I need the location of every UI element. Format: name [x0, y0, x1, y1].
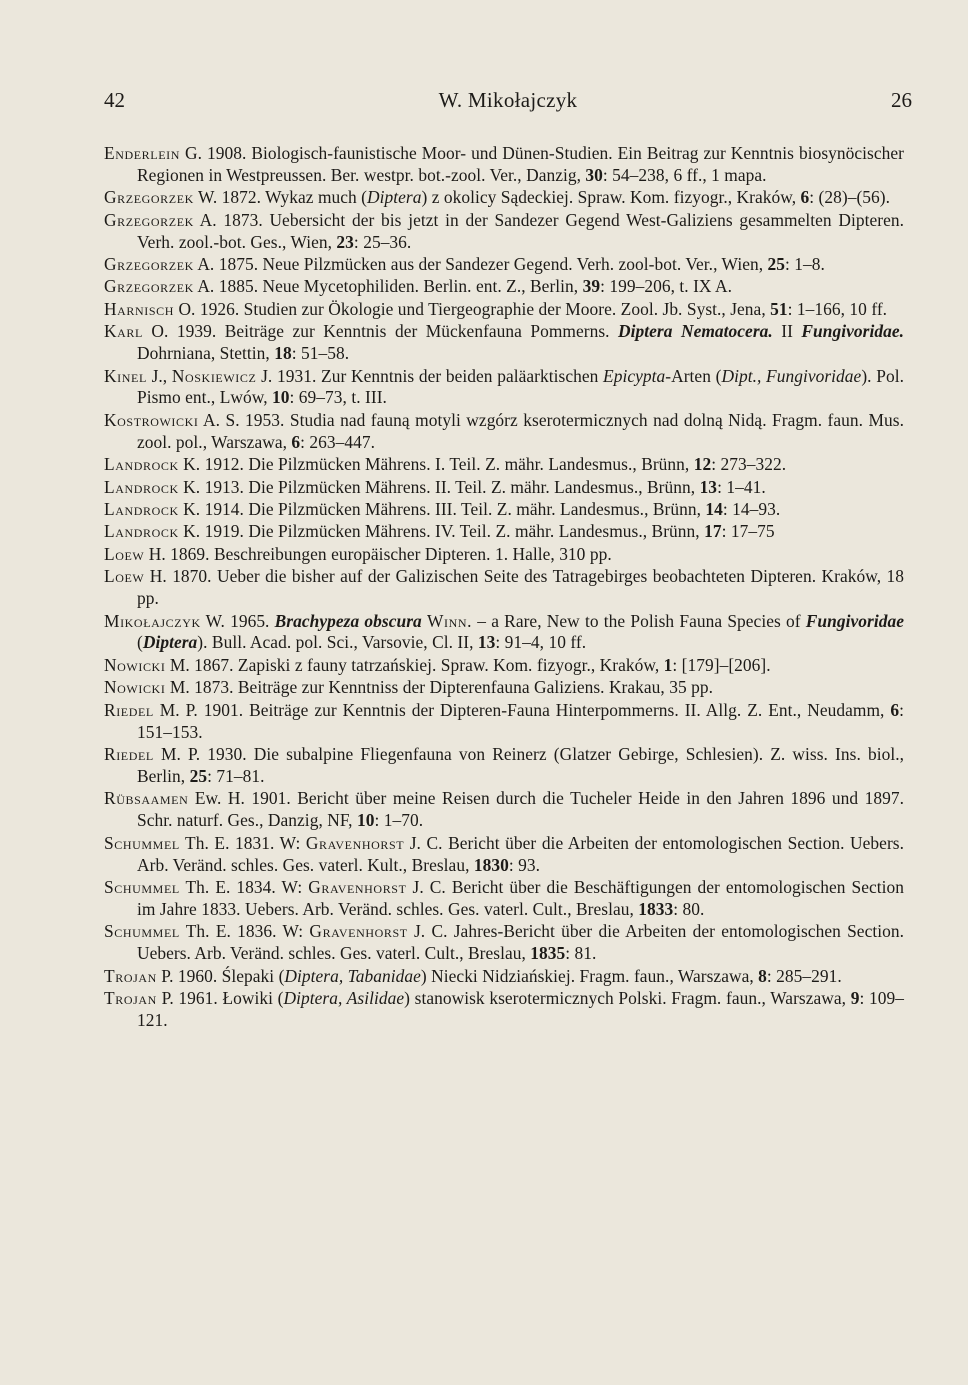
- reference-text-segment: Schummel: [104, 921, 180, 942]
- reference-text-segment: : 14–93.: [722, 499, 781, 519]
- reference-text-segment: : 1–166, 10 ff.: [787, 298, 888, 319]
- reference-text-segment: Diptera, Tabanidae: [284, 965, 421, 986]
- reference-entry: [104, 566, 904, 610]
- reference-text-segment: Fungivoridae: [805, 610, 904, 631]
- reference-text-segment: : 1–8.: [785, 254, 825, 275]
- reference-text-segment: Schummel: [104, 876, 180, 897]
- reference-list: [104, 143, 904, 1032]
- reference-text-segment: ) stanowisk kserotermicznych Polski. Fragm. faun., Warszawa,: [404, 987, 851, 1008]
- reference-text-segment: K. 1912. Die Pilzmücken Mährens. I. Teil. Z. mähr. Landesmus., Brünn,: [178, 454, 694, 475]
- reference-text-segment: Harnisch: [104, 298, 175, 319]
- reference-text-segment: : 71–81.: [207, 765, 265, 786]
- reference-text-segment: Mikołajczyk: [104, 610, 201, 631]
- reference-text-segment: Kostrowicki: [104, 409, 199, 430]
- reference-text-segment: Fungivoridae.: [801, 321, 904, 342]
- reference-text-segment: : 1–70.: [374, 810, 424, 831]
- reference-entry: [104, 366, 904, 410]
- reference-text-segment: Epicypta: [603, 365, 666, 386]
- reference-text-segment: 1833: [638, 898, 674, 919]
- reference-text-segment: Noskiewicz: [171, 365, 257, 386]
- reference-text-segment: Ew. H. 1901. Bericht über meine Reisen durch die Tucheler Heide in den Jahren 1896 und 1897. Schr. naturf. Ges., Danzig, NF,: [137, 788, 904, 831]
- reference-text-segment: : 263–447.: [300, 431, 376, 452]
- reference-text-segment: Schummel: [104, 832, 180, 853]
- reference-text-segment: 8: [758, 965, 767, 986]
- reference-text-segment: : 80.: [673, 898, 705, 919]
- reference-text-segment: Diptera, Asilidae: [283, 987, 405, 1008]
- reference-entry: [104, 655, 904, 677]
- reference-text-segment: II: [772, 321, 802, 342]
- reference-text-segment: A. 1885. Neue Mycetophiliden. Berlin. ent. Z., Berlin,: [193, 276, 583, 297]
- reference-text-segment: Grzegorzek: [104, 187, 194, 208]
- reference-text-segment: J. 1931. Zur Kenntnis der beiden paläarktischen: [256, 365, 604, 386]
- reference-entry: [104, 921, 904, 965]
- reference-text-segment: Dohrniana, Stettin,: [137, 343, 275, 364]
- reference-text-segment: Winn.: [426, 610, 473, 631]
- reference-text-segment: K. 1914. Die Pilzmücken Mährens. III. Teil. Z. mähr. Landesmus., Brünn,: [178, 499, 706, 519]
- reference-entry: [104, 966, 904, 988]
- reference-text-segment: Enderlein: [104, 143, 181, 163]
- reference-text-segment: : 17–75: [721, 521, 775, 542]
- reference-text-segment: ) z okolicy Sądeckiej. Spraw. Kom. fizyogr., Kraków,: [421, 187, 801, 208]
- reference-text-segment: P. 1961. Łowiki (: [156, 987, 284, 1008]
- reference-entry: [104, 988, 904, 1032]
- reference-entry: [104, 521, 904, 543]
- reference-entry: [104, 276, 904, 298]
- reference-text-segment: O. 1939. Beiträge zur Kenntnis der Mückenfauna Pommerns.: [142, 321, 619, 342]
- reference-text-segment: 9: [850, 987, 860, 1008]
- reference-text-segment: K. 1913. Die Pilzmücken Mährens. II. Teil. Z. mähr. Landesmus., Brünn,: [178, 476, 700, 497]
- reference-text-segment: Trojan: [104, 965, 157, 986]
- reference-text-segment: A. 1875. Neue Pilzmücken aus der Sandezer Gegend. Verh. zool-bot. Ver., Wien,: [193, 254, 768, 275]
- reference-text-segment: -Arten (: [665, 365, 722, 386]
- reference-text-segment: ). Pol. Pismo ent., Lwów,: [137, 365, 904, 408]
- reference-text-segment: 25: [189, 765, 208, 786]
- reference-text-segment: 10: [356, 810, 375, 831]
- reference-entry: [104, 143, 904, 187]
- reference-text-segment: 17: [704, 521, 722, 542]
- reference-text-segment: : 25–36.: [353, 231, 412, 252]
- reference-entry: [104, 254, 904, 276]
- reference-entry: [104, 788, 904, 832]
- reference-text-segment: 6: [291, 431, 301, 452]
- reference-text-segment: 10: [272, 387, 290, 408]
- reference-text-segment: 13: [699, 476, 718, 497]
- running-header: [104, 88, 912, 118]
- reference-text-segment: Th. E. 1834. W:: [179, 876, 309, 897]
- reference-text-segment: O. 1926. Studien zur Ökologie und Tiergeographie der Moore. Zool. Jb. Syst., Jena,: [174, 298, 771, 319]
- reference-text-segment: J. C. Bericht über die Arbeiten der entomologischen Section. Uebers. Arb. Veränd. schles. Ges. vaterl. Kult., Breslau,: [137, 832, 904, 875]
- reference-text-segment: Landrock: [104, 499, 179, 519]
- reference-text-segment: : 109–121.: [137, 987, 904, 1030]
- reference-text-segment: Trojan: [104, 987, 157, 1008]
- reference-text-segment: 6: [890, 699, 900, 720]
- reference-text-segment: Diptera Nematocera.: [618, 321, 773, 342]
- reference-text-segment: 25: [767, 254, 786, 275]
- reference-text-segment: : 51–58.: [291, 343, 350, 364]
- reference-text-segment: H. 1869. Beschreibungen europäischer Dipteren. 1. Halle, 310 pp.: [144, 543, 612, 564]
- reference-text-segment: : 273–322.: [711, 454, 787, 475]
- reference-entry: [104, 700, 904, 744]
- reference-text-segment: ). Bull. Acad. pol. Sci., Varsovie, Cl. II,: [197, 632, 478, 653]
- reference-text-segment: 12: [693, 454, 712, 475]
- reference-text-segment: 1830: [473, 854, 509, 875]
- running-title: W. Mikołajczyk: [438, 88, 578, 112]
- reference-text-segment: : 91–4, 10 ff.: [495, 632, 587, 653]
- reference-text-segment: Kinel: [104, 365, 147, 386]
- reference-entry: [104, 321, 904, 365]
- reference-text-segment: : 54–238, 6 ff., 1 mapa.: [602, 164, 767, 185]
- reference-text-segment: Grzegorzek: [104, 209, 194, 230]
- reference-text-segment: : 81.: [565, 943, 597, 964]
- reference-text-segment: J. C. Jahres-Bericht über die Arbeiten der entomologischen Section. Uebers. Arb. Veränd. schles. Ges. vaterl. Cult., Breslau,: [137, 921, 904, 964]
- reference-text-segment: Nowicki: [104, 677, 166, 698]
- reference-text-segment: : 1–41.: [717, 476, 766, 497]
- reference-text-segment: 30: [585, 164, 603, 185]
- reference-entry: [104, 299, 904, 321]
- reference-text-segment: Landrock: [104, 476, 179, 497]
- reference-text-segment: 23: [336, 231, 354, 252]
- reference-text-segment: Riedel: [104, 743, 154, 764]
- reference-text-segment: ) Niecki Nidziańskiej. Fragm. faun., Warszawa,: [420, 965, 759, 986]
- reference-entry: [104, 477, 904, 499]
- reference-entry: [104, 611, 904, 655]
- reference-text-segment: : (28)–(56).: [809, 187, 891, 208]
- reference-text-segment: M. 1867. Zapiski z fauny tatrzańskiej. Spraw. Kom. fizyogr., Kraków,: [165, 654, 664, 675]
- reference-entry: [104, 677, 904, 699]
- reference-text-segment: M. P. 1930. Die subalpine Fliegenfauna von Reinerz (Glatzer Gebirge, Schlesien). Z. wiss. Ins. biol., Berlin,: [137, 743, 904, 786]
- reference-entry: [104, 410, 904, 454]
- reference-text-segment: Th. E. 1836. W:: [179, 921, 310, 942]
- reference-text-segment: A. S. 1953. Studia nad fauną motyli wzgórz kserotermicznych nad dolną Nidą. Fragm. faun. Mus. zool. pol., Warszawa,: [137, 409, 904, 452]
- page-number-left: 42: [104, 88, 125, 112]
- reference-text-segment: J.,: [146, 365, 172, 386]
- reference-text-segment: M. 1873. Beiträge zur Kenntniss der Dipterenfauna Galiziens. Krakau, 35 pp.: [165, 677, 714, 698]
- reference-entry: [104, 187, 904, 209]
- reference-text-segment: Gravenhorst: [309, 921, 408, 942]
- reference-text-segment: Grzegorzek: [104, 254, 194, 275]
- reference-text-segment: Dipt., Fungivoridae: [721, 365, 862, 386]
- reference-text-segment: Gravenhorst: [305, 832, 405, 853]
- page-number-right: 26: [891, 88, 912, 112]
- reference-entry: [104, 744, 904, 788]
- reference-text-segment: : 199–206, t. IX A.: [600, 276, 732, 297]
- reference-entry: [104, 210, 904, 254]
- reference-text-segment: (: [137, 632, 143, 653]
- reference-text-segment: G. 1908. Biologisch-faunistische Moor- und Dünen-Studien. Ein Beitrag zur Kenntnis biosynöcischer Regionen in Westpreussen. Ber. westpr. bot.-zool. Ver., Danzig,: [137, 143, 904, 185]
- reference-text-segment: M. P. 1901. Beiträge zur Kenntnis der Dipteren-Fauna Hinterpommerns. II. Allg. Z. Ent., Neudamm,: [153, 699, 891, 720]
- reference-text-segment: 51: [770, 298, 788, 319]
- reference-text-segment: P. 1960. Ślepaki (: [156, 965, 285, 986]
- reference-entry: [104, 454, 904, 476]
- reference-text-segment: K. 1919. Die Pilzmücken Mährens. IV. Teil. Z. mähr. Landesmus., Brünn,: [178, 521, 705, 542]
- reference-text-segment: Riedel: [104, 699, 154, 720]
- reference-text-segment: Diptera: [367, 187, 422, 208]
- reference-text-segment: 1: [663, 654, 673, 675]
- reference-text-segment: : 69–73, t. III.: [289, 387, 387, 408]
- reference-text-segment: Landrock: [104, 521, 179, 542]
- reference-text-segment: – a Rare, New to the Polish Fauna Species of: [472, 610, 806, 631]
- reference-text-segment: 13: [477, 632, 496, 653]
- reference-text-segment: A. 1873. Uebersicht der bis jetzt in der Sandezer Gegend West-Galiziens gesammelten Dipteren. Verh. zool.-bot. Ges., Wien,: [137, 209, 904, 252]
- reference-text-segment: Rübsaamen: [104, 788, 189, 809]
- reference-text-segment: Th. E. 1831. W:: [179, 832, 306, 853]
- reference-text-segment: 39: [582, 276, 601, 297]
- reference-text-segment: H. 1870. Ueber die bisher auf der Galizischen Seite des Tatragebirges beobachteten Dipteren. Kraków, 18 pp.: [137, 566, 904, 609]
- reference-entry: [104, 499, 904, 521]
- reference-text-segment: Nowicki: [104, 654, 166, 675]
- reference-text-segment: : 151–153.: [137, 699, 904, 742]
- reference-text-segment: Karl: [104, 321, 143, 342]
- reference-text-segment: Diptera: [142, 632, 198, 653]
- reference-text-segment: J. C. Bericht über die Beschäftigungen der entomologischen Section im Jahre 1833. Uebers. Arb. Veränd. schles. Ges. vaterl. Cult., Breslau,: [137, 876, 904, 919]
- reference-entry: [104, 877, 904, 921]
- reference-text-segment: Gravenhorst: [308, 876, 407, 897]
- reference-text-segment: : 93.: [508, 854, 541, 875]
- reference-text-segment: 6: [800, 187, 810, 208]
- reference-text-segment: : [179]–[206].: [672, 654, 771, 675]
- reference-text-segment: Loew: [104, 566, 145, 587]
- reference-text-segment: Grzegorzek: [104, 276, 194, 297]
- reference-text-segment: : 285–291.: [766, 965, 842, 986]
- reference-text-segment: 14: [705, 499, 723, 519]
- reference-text-segment: W. 1965.: [200, 610, 275, 631]
- reference-text-segment: W. 1872. Wykaz much (: [193, 187, 368, 208]
- reference-text-segment: 1835: [530, 943, 566, 964]
- reference-entry: [104, 833, 904, 877]
- reference-text-segment: 18: [274, 343, 292, 364]
- reference-text-segment: Loew: [104, 543, 145, 564]
- reference-text-segment: Landrock: [104, 454, 179, 475]
- reference-text-segment: Brachypeza obscura: [274, 610, 422, 631]
- reference-entry: [104, 544, 904, 566]
